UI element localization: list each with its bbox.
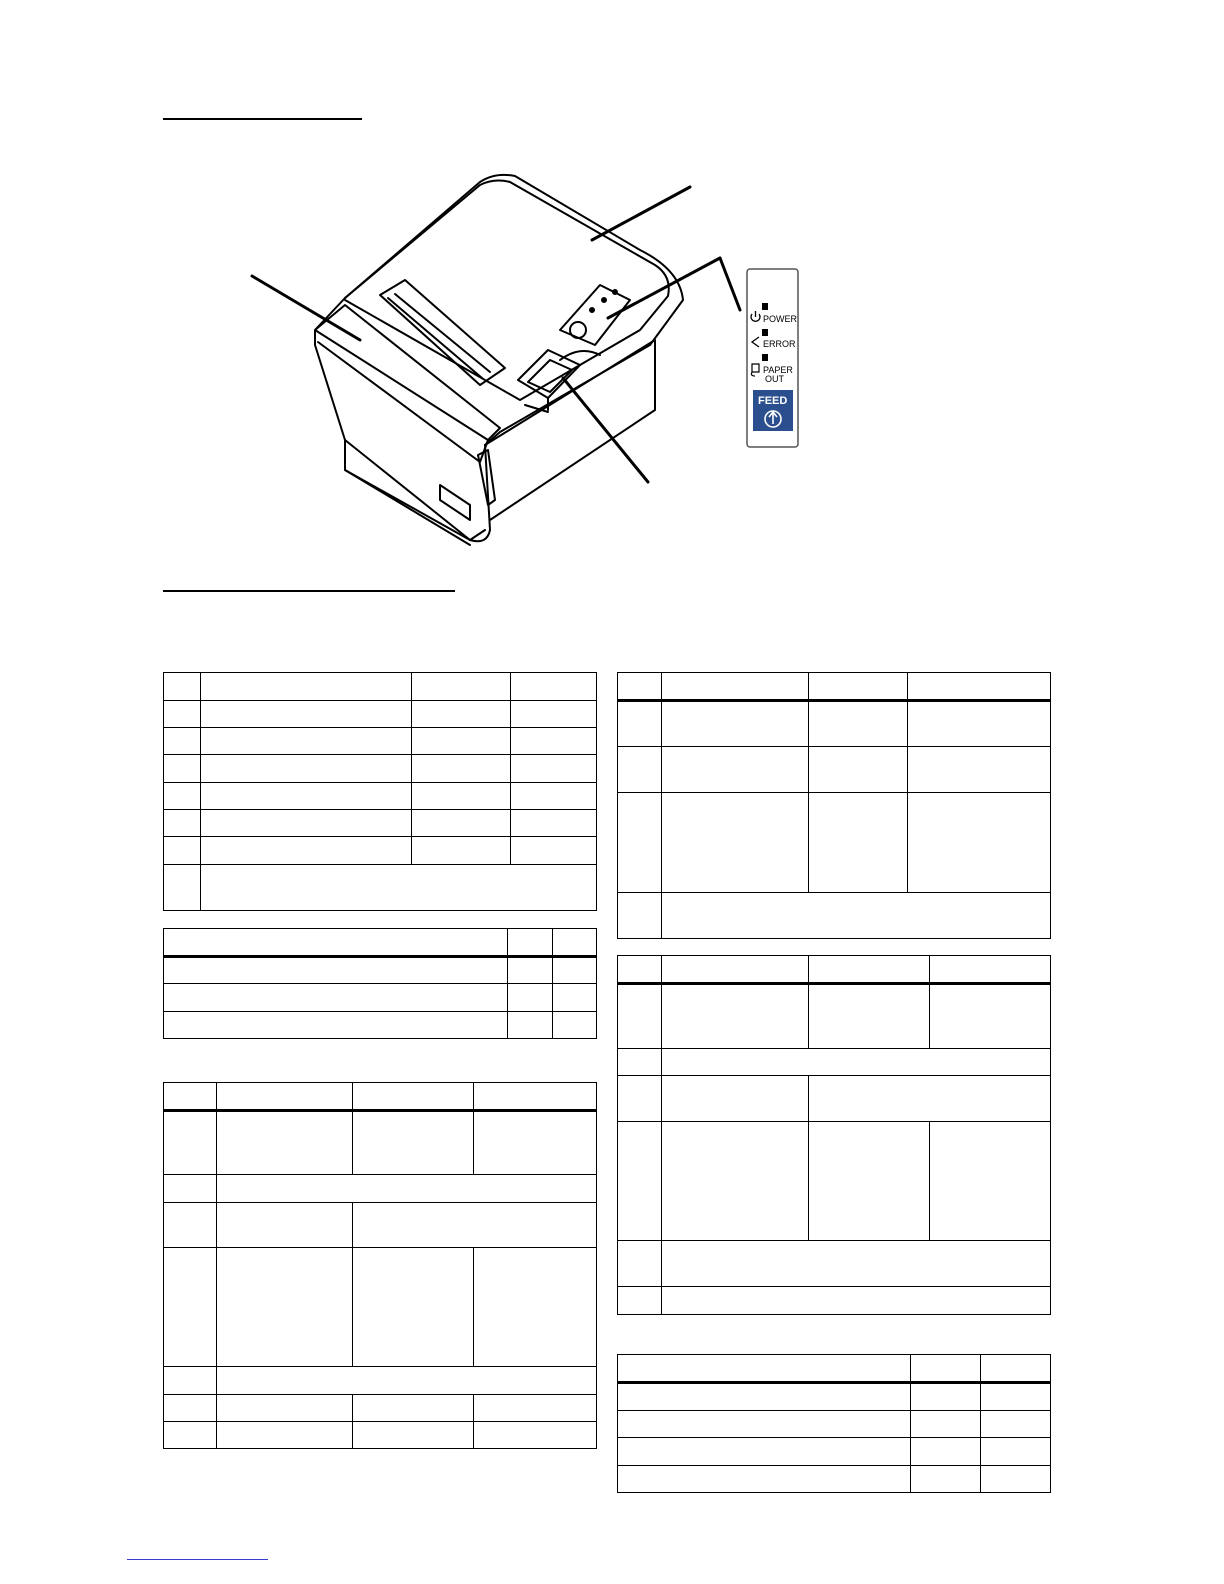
printer-illustration [0,0,1224,600]
table-row [618,1049,1051,1076]
table-row [164,673,597,701]
table-row [164,701,597,728]
table-row [164,837,597,865]
table-row [618,747,1051,793]
leader-line-cover-open-button [563,378,648,482]
table-row [618,956,1051,984]
table-row [618,1241,1051,1287]
table-row [618,1355,1051,1383]
table-row [164,1367,597,1395]
feed-button-label: FEED [758,395,788,407]
table-row [618,1383,1051,1411]
paper-out-led [762,354,768,361]
table-row [164,755,597,783]
table-row [164,1248,597,1367]
control-panel-callout [747,269,798,447]
leader-line-front-cover [252,276,360,340]
paper-out-label-1: PAPER [763,365,793,375]
printer-body-outline [315,175,683,541]
table-row [618,673,1051,701]
table-row [164,1012,597,1039]
table-row [164,783,597,810]
error-label: ERROR [763,339,796,349]
table-row [618,1438,1051,1466]
footer-link[interactable] [127,1559,268,1560]
table-right-3 [617,1354,1051,1493]
table-left-2 [163,928,597,1039]
table-right-1 [617,672,1051,939]
table-row [164,1422,597,1449]
table-row [618,893,1051,939]
paper-out-label-2: OUT [765,374,784,384]
error-led [762,329,768,336]
table-row [164,929,597,957]
table-row [618,701,1051,747]
top-cover [345,181,669,400]
table-row [164,1395,597,1422]
table-row [164,865,597,911]
table-row [164,984,597,1012]
table-row [164,957,597,984]
table-row [164,1175,597,1203]
table-row [618,1287,1051,1315]
printer-control-panel [560,285,630,345]
table-left-1 [163,672,597,911]
table-row [164,728,597,755]
table-row [618,793,1051,893]
table-row [164,810,597,837]
table-row [618,1076,1051,1122]
table-row [618,984,1051,1049]
table-row [164,1203,597,1248]
table-right-2 [617,955,1051,1315]
power-led [762,303,768,310]
table-row [164,1111,597,1175]
power-label: POWER [763,314,798,324]
table-row [618,1122,1051,1241]
table-row [618,1411,1051,1438]
leader-line-roll-cover [592,187,690,240]
table-left-3 [163,1082,597,1449]
table-row [164,1083,597,1111]
table-row [618,1466,1051,1493]
